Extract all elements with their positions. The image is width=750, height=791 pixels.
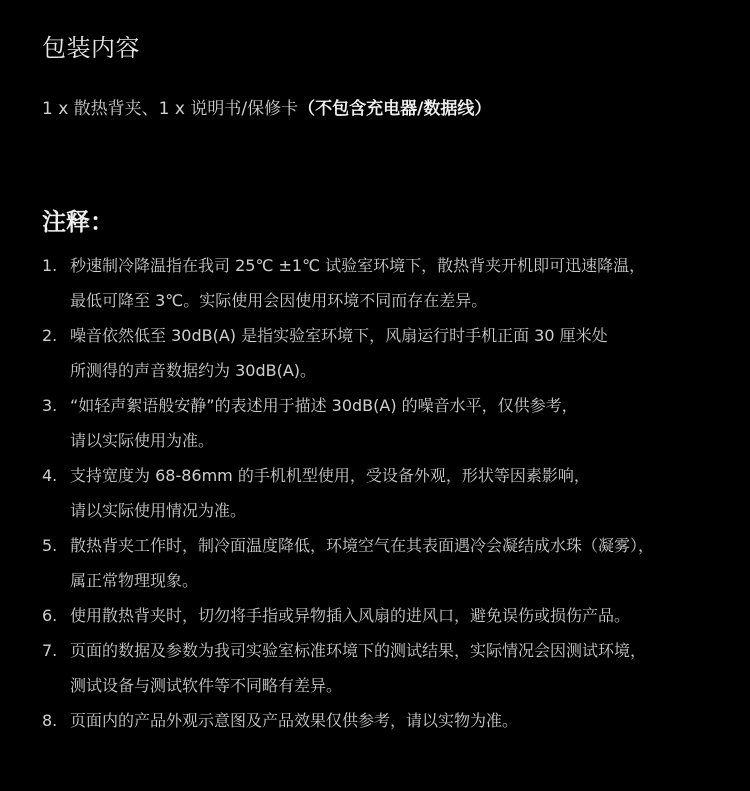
note-item-6 [42,598,732,633]
package-contents-line [42,94,491,119]
note-number: 2. [42,326,58,345]
note-number: 6. [42,606,58,625]
note-line: 散热背夹工作时，制冷面温度降低，环境空气在其表面遇冷会凝结成水珠（凝雾）， [70,536,655,555]
note-item-1 [42,248,732,318]
note-line: 支持宽度为 68-86mm 的手机机型使用，受设备外观，形状等因素影响， [70,466,590,485]
note-text [70,633,732,703]
note-line: 秒速制冷降温指在我司 25℃ ±1℃ 试验室环境下，散热背夹开机即可迅速降温， [70,256,646,275]
note-number: 3. [42,396,58,415]
note-text [70,248,732,318]
note-line: 页面内的产品外观示意图及产品效果仅供参考，请以实物为准。 [70,711,519,730]
note-item-3 [42,388,732,458]
package-contents-text: 1 x 散热背夹、1 x 说明书/保修卡 [42,99,299,119]
note-item-5 [42,528,732,598]
note-item-7 [42,633,732,703]
note-text [70,318,732,388]
note-line: 属正常物理现象。 [70,571,199,590]
note-text [70,528,732,598]
note-number: 8. [42,711,58,730]
note-text [70,458,732,528]
note-text [70,388,732,458]
note-line: 最低可降至 3℃。实际使用会因使用环境不同而存在差异。 [70,291,488,310]
note-number: 1. [42,256,58,275]
note-line: 请以实际使用情况为准。 [70,501,247,520]
note-item-8 [42,703,732,738]
note-number: 4. [42,466,58,485]
note-line: 请以实际使用为准。 [70,431,215,450]
note-line: 噪音依然低至 30dB(A) 是指实验室环境下，风扇运行时手机正面 30 厘米处 [70,326,608,345]
package-contents-title: 包装内容 [42,34,140,62]
note-number: 7. [42,641,58,660]
note-line: 测试设备与测试软件等不同略有差异。 [70,676,343,695]
notes-title: 注释： [42,208,114,236]
note-text [70,598,732,633]
notes-list [42,248,732,738]
note-line: “如轻声絮语般安静”的表述用于描述 30dB(A) 的噪音水平，仅供参考， [70,396,578,415]
note-item-2 [42,318,732,388]
package-exclusion-note: （不包含充电器/数据线） [298,99,492,119]
note-number: 5. [42,536,58,555]
note-line: 页面的数据及参数为我司实验室标准环境下的测试结果，实际情况会因测试环境， [70,641,647,660]
note-line: 使用散热背夹时，切勿将手指或异物插入风扇的进风口，避免误伤或损伤产品。 [70,606,631,625]
note-line: 所测得的声音数据约为 30dB(A)。 [70,361,317,380]
note-item-4 [42,458,732,528]
note-text [70,703,732,738]
